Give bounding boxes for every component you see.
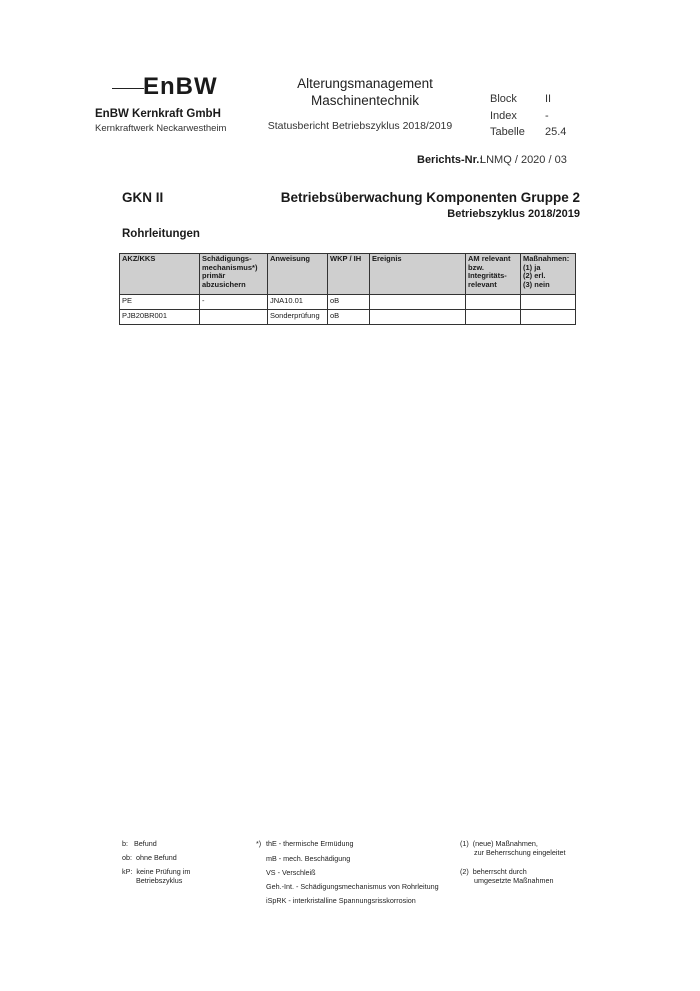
table-cell: [466, 310, 521, 325]
column-header: Anweisung: [268, 254, 328, 295]
component-table: [119, 253, 576, 325]
column-header: Maßnahmen: (1) ja (2) erl. (3) nein: [521, 254, 576, 295]
footnote-measure-2: (2) beherrscht durch umgesetzte Maßnahmen: [460, 867, 554, 885]
table-cell: [370, 310, 466, 325]
table-cell: JNA10.01: [268, 295, 328, 310]
meta-index-label: Index: [490, 110, 517, 122]
footnote-isprk: iSpRK - interkristalline Spannungsrisskorrosion: [266, 896, 416, 905]
table-row: [120, 310, 576, 325]
footnote-mb: mB - mech. Beschädigung: [266, 854, 351, 863]
column-header: AM relevant bzw. Integritäts- relevant: [466, 254, 521, 295]
footnote-keine-pruefung: kP: keine Prüfung im Betriebszyklus: [122, 867, 191, 885]
table-cell: Sonderprüfung: [268, 310, 328, 325]
section-title: Betriebsüberwachung Komponenten Gruppe 2: [280, 190, 580, 205]
table-cell: -: [200, 295, 268, 310]
meta-table-value: 25.4: [545, 126, 567, 138]
plant-name: Kernkraftwerk Neckarwestheim: [95, 123, 227, 134]
table-cell: oB: [328, 310, 370, 325]
cycle-label: Betriebszyklus 2018/2019: [447, 208, 580, 220]
subsection-title: Rohrleitungen: [122, 228, 200, 240]
footnote-vs: VS - Verschleiß: [266, 868, 316, 877]
report-number-label: Berichts-Nr.:: [417, 154, 484, 166]
enbw-logo: EnBW: [143, 73, 218, 100]
company-name: EnBW Kernkraft GmbH: [95, 108, 221, 120]
table-row: [120, 295, 576, 310]
table-cell: [370, 295, 466, 310]
meta-table-label: Tabelle: [490, 126, 525, 138]
meta-block-value: II: [545, 93, 552, 105]
document-title-line1: Alterungsmanagement: [297, 76, 433, 91]
table-cell: [466, 295, 521, 310]
footnote-befund: b: Befund: [122, 839, 157, 848]
table-cell: PE: [120, 295, 200, 310]
table-cell: oB: [328, 295, 370, 310]
status-report: Statusbericht Betriebszyklus 2018/2019: [267, 120, 453, 132]
logo-rule: [112, 88, 144, 89]
footnote-asterisk: *): [256, 839, 262, 848]
meta-index-value: -: [545, 110, 549, 122]
table-cell: [521, 310, 576, 325]
column-header: AKZ/KKS: [120, 254, 200, 295]
column-header: Ereignis: [370, 254, 466, 295]
footnote-the: thE - thermische Ermüdung: [266, 839, 354, 848]
table-header-row: [120, 254, 576, 295]
table-cell: [521, 295, 576, 310]
column-header: WKP / IH: [328, 254, 370, 295]
footnote-geh-int: Geh.-Int. - Schädigungsmechanismus von Rohrleitung: [266, 882, 439, 891]
footnote-ohne-befund: ob: ohne Befund: [122, 853, 177, 862]
document-title-line2: Maschinentechnik: [310, 93, 420, 108]
table-cell: PJB20BR001: [120, 310, 200, 325]
table-cell: [200, 310, 268, 325]
unit-label: GKN II: [122, 190, 164, 205]
column-header: Schädigungs- mechanismus*) primär abzusichern: [200, 254, 268, 295]
report-number-value: LNMQ / 2020 / 03: [480, 154, 567, 166]
footnote-measure-1: (1) (neue) Maßnahmen, zur Beherrschung eingeleitet: [460, 839, 566, 857]
meta-block-label: Block: [490, 93, 517, 105]
